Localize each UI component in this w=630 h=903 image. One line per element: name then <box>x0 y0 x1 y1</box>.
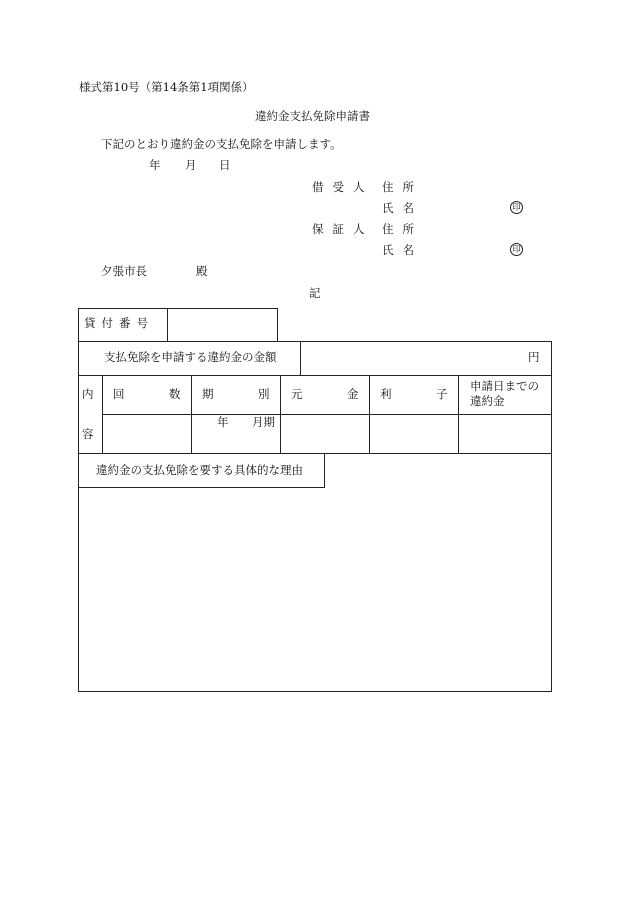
col-installments-a: 回 <box>113 387 125 401</box>
col-period-a: 期 <box>202 387 214 401</box>
borrower-address-label: 住所 <box>382 180 423 194</box>
intro-text: 下記のとおり違約金の支払免除を申請します。 <box>101 137 342 151</box>
row-divider-1 <box>78 375 552 376</box>
content-label-bottom: 容 <box>82 427 94 441</box>
interest-field[interactable] <box>370 415 458 453</box>
addressee-name: 夕張市長 <box>101 264 147 278</box>
guarantor-role: 保証人 <box>312 222 374 236</box>
installments-field[interactable] <box>103 415 191 453</box>
guarantor-address-label: 住所 <box>382 222 423 236</box>
col-period-b: 別 <box>258 387 270 401</box>
date-month: 月 <box>185 158 197 172</box>
borrower-role: 借受人 <box>312 180 374 194</box>
penalty-field[interactable] <box>459 415 551 453</box>
col-interest-b: 子 <box>436 387 448 401</box>
borrower-seal-icon: 印 <box>510 201 523 214</box>
col-installments-b: 数 <box>169 387 181 401</box>
borrower-name-label: 氏名 <box>382 201 423 215</box>
period-year: 年 <box>217 415 229 429</box>
reason-field[interactable] <box>79 489 551 691</box>
col-penalty-line2: 違約金 <box>470 394 505 408</box>
date-year: 年 <box>149 158 161 172</box>
col-interest-a: 利 <box>380 387 392 401</box>
period-month: 月期 <box>252 415 275 429</box>
date-day: 日 <box>219 158 231 172</box>
ki-label: 記 <box>309 286 321 300</box>
loan-number-label: 貸付番号 <box>84 316 154 330</box>
col-principal-b: 金 <box>347 387 359 401</box>
amount-field[interactable] <box>301 342 551 375</box>
col-principal-a: 元 <box>291 387 303 401</box>
amount-label: 支払免除を申請する違約金の金額 <box>104 350 277 364</box>
content-label-top: 内 <box>82 387 94 401</box>
col-penalty-line1: 申請日までの <box>470 379 539 393</box>
reason-label: 違約金の支払免除を要する具体的な理由 <box>96 463 303 477</box>
guarantor-seal-icon: 印 <box>510 243 523 256</box>
principal-field[interactable] <box>281 415 369 453</box>
yen-unit: 円 <box>528 350 540 364</box>
guarantor-name-label: 氏名 <box>382 243 423 257</box>
addressee-honorific: 殿 <box>196 264 208 278</box>
form-number: 様式第10号（第14条第1項関係） <box>79 80 254 94</box>
form-title: 違約金支払免除申請書 <box>255 109 370 123</box>
loan-number-field[interactable] <box>168 309 277 341</box>
